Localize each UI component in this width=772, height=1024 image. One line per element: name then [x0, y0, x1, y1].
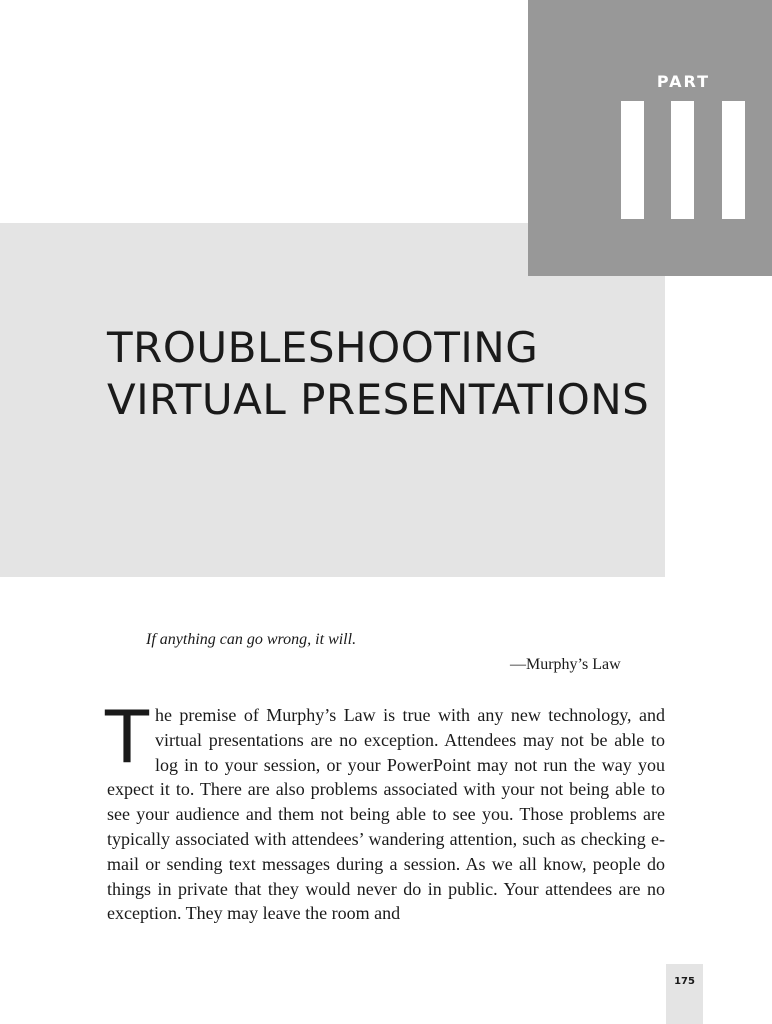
- page-number-tab: [666, 964, 703, 1024]
- numeral-bar: [722, 101, 745, 219]
- part-box: [528, 0, 772, 276]
- numeral-bar: [671, 101, 694, 219]
- part-label: PART: [656, 72, 710, 91]
- part-numeral: [621, 101, 745, 219]
- body-paragraph: [105, 695, 665, 926]
- body-text: he premise of Murphy’s Law is true with any new technology, and virtual presentations are no exception. Attendees may not be able to log in to your session, or your PowerPoint may not run the way you expect it to. There are also problems associated with your not being able to see your audience and them not being able to see you. Those problems are typically associated with attendees’ wandering attention, such as checking e-mail or sending text messages during a session. As we all know, people do things in private that they would never do in public. Your attendees are no exception. They may leave the room and: [107, 705, 665, 924]
- epigraph-quote: If anything can go wrong, it will.: [146, 631, 357, 648]
- chapter-title: [107, 322, 649, 426]
- drop-cap: T: [105, 695, 149, 779]
- epigraph-attribution: —Murphy’s Law: [510, 656, 621, 673]
- numeral-bar: [621, 101, 644, 219]
- page-number: 175: [674, 976, 695, 987]
- chapter-title-line-2: VIRTUAL PRESENTATIONS: [107, 375, 650, 424]
- chapter-title-line-1: TROUBLESHOOTING: [107, 323, 539, 372]
